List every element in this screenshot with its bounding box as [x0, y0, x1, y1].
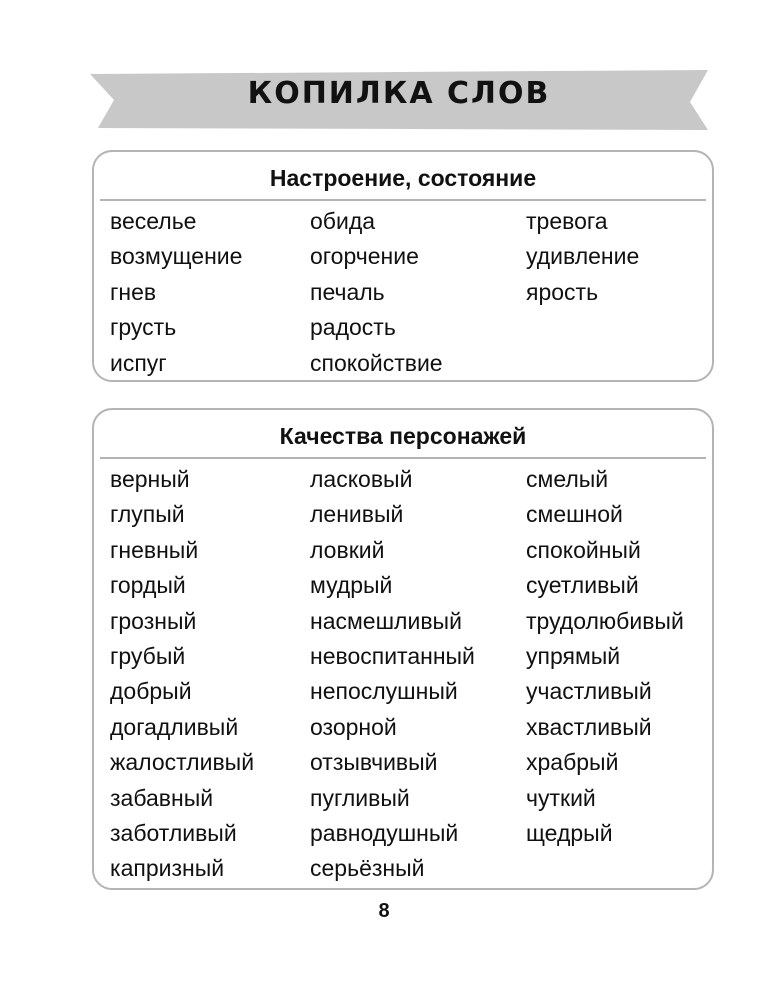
word-column: [526, 204, 639, 310]
word-item: спокойствие: [310, 349, 443, 376]
word-item: догадливый: [110, 713, 239, 740]
word-column: [310, 462, 475, 887]
word-column: [526, 462, 684, 851]
word-item: невоспитанный: [310, 642, 475, 669]
word-item: трудолюбивый: [526, 607, 684, 634]
word-item: капризный: [110, 855, 225, 882]
word-item: хвастливый: [526, 713, 652, 740]
section-mood: [92, 150, 714, 382]
word-item: непослушный: [310, 678, 458, 705]
word-item: участливый: [526, 678, 652, 705]
word-item: удивление: [526, 243, 640, 270]
word-item: глупый: [110, 501, 185, 528]
word-column: [110, 204, 242, 381]
word-column: [310, 204, 443, 381]
word-item: серьёзный: [310, 855, 425, 882]
word-item: ласковый: [310, 466, 413, 492]
word-item: спокойный: [526, 536, 641, 563]
section-title: Настроение, состояние: [100, 152, 706, 201]
word-item: ловкий: [310, 536, 385, 563]
word-item: равнодушный: [310, 819, 459, 846]
page-title: КОПИЛКА СЛОВ: [247, 76, 551, 111]
word-item: пугливый: [310, 784, 410, 811]
word-item: печаль: [310, 278, 385, 305]
word-item: насмешливый: [310, 607, 462, 634]
word-item: гнев: [110, 278, 157, 305]
word-item: добрый: [110, 678, 192, 705]
word-item: тревога: [526, 208, 608, 234]
word-item: жалостливый: [110, 749, 255, 776]
word-item: грозный: [110, 607, 197, 634]
word-item: мудрый: [310, 572, 393, 599]
word-item: отзывчивый: [310, 749, 438, 776]
section-character-qualities: [92, 408, 714, 890]
word-item: возмущение: [110, 243, 243, 270]
word-item: ярость: [526, 278, 599, 305]
word-item: заботливый: [110, 819, 237, 846]
word-item: гневный: [110, 536, 199, 563]
word-column: [110, 462, 254, 887]
word-item: испуг: [110, 349, 167, 376]
word-item: грусть: [110, 314, 177, 341]
word-item: храбрый: [526, 749, 619, 776]
word-item: гордый: [110, 572, 186, 599]
word-item: щедрый: [526, 819, 613, 846]
word-item: обида: [310, 208, 376, 234]
word-item: верный: [110, 466, 190, 492]
word-item: ленивый: [310, 501, 404, 528]
word-item: чуткий: [526, 784, 596, 811]
title-banner: [90, 66, 708, 132]
word-item: смелый: [526, 466, 609, 492]
word-item: веселье: [110, 208, 197, 234]
section-title: Качества персонажей: [100, 410, 706, 459]
page-number: 8: [378, 900, 390, 922]
word-item: упрямый: [526, 642, 621, 669]
word-item: озорной: [310, 713, 397, 740]
word-item: грубый: [110, 642, 186, 669]
word-item: огорчение: [310, 243, 419, 270]
word-item: смешной: [526, 501, 623, 528]
word-item: суетливый: [526, 572, 639, 599]
word-item: радость: [310, 314, 396, 341]
word-item: забавный: [110, 784, 214, 811]
